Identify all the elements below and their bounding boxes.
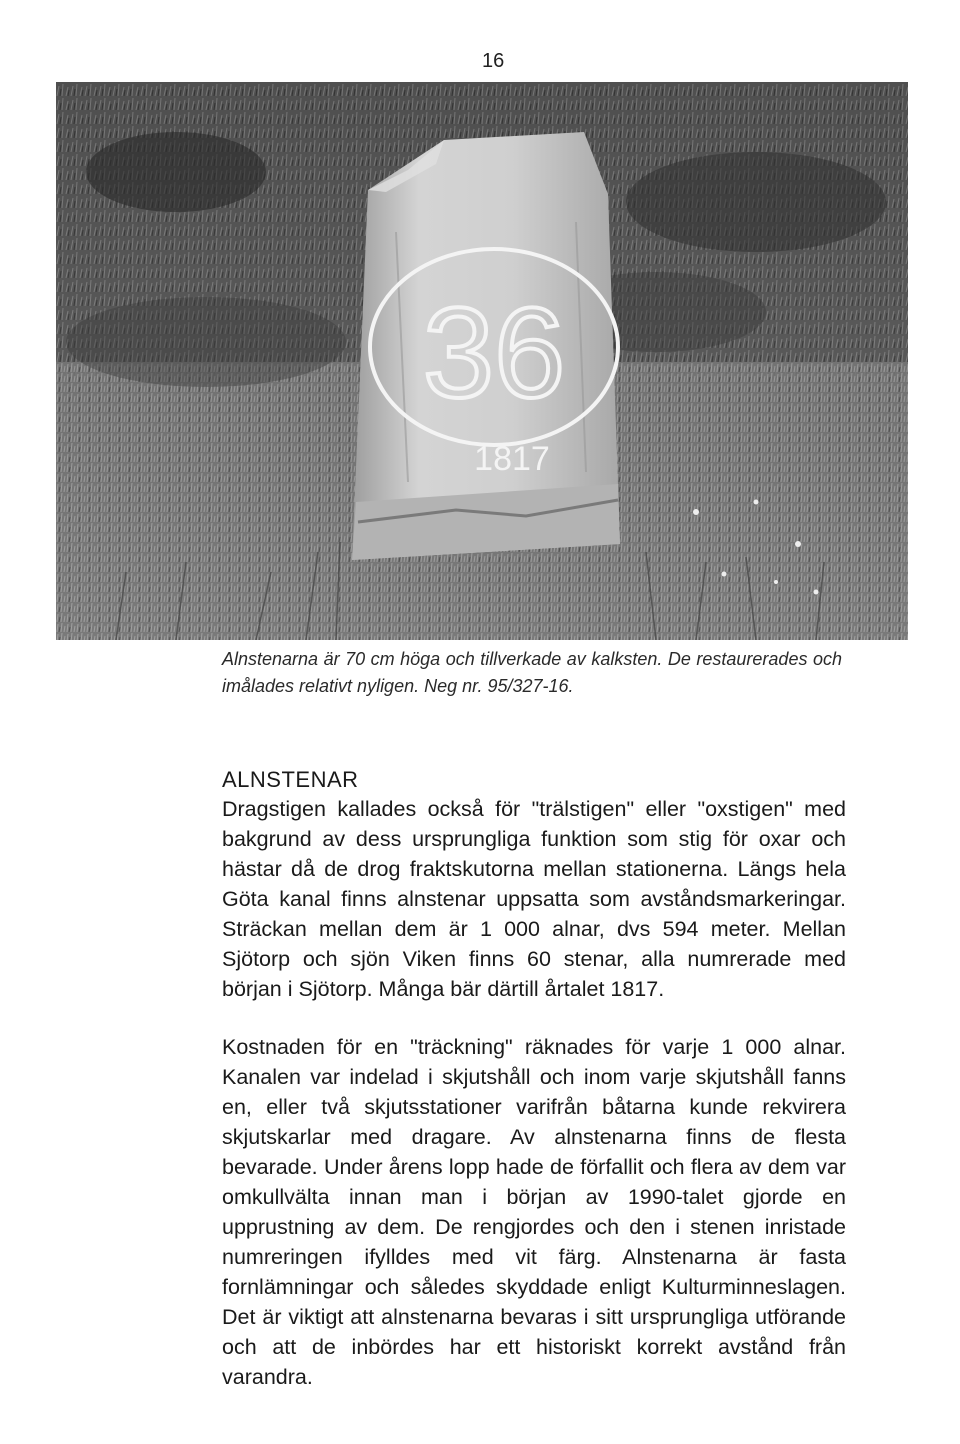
stone-year: 1817 — [474, 440, 550, 478]
stone-number: 36 — [422, 282, 566, 425]
article — [222, 765, 846, 1392]
paragraph-2: Kostnaden för en "träckning" räknades för varje 1 000 alnar. Kanalen var indelad i skjutshåll och inom varje skjutshåll fanns en, eller två skjutsstationer varifrån båtarna kunde rekvirera skjutskarlar med dragare. Av alnstenarna finns de flesta bevarade. Under årens lopp hade de förfallit och flera av dem var omkullvälta innan man i början av 1990-talet gjorde en upprustning av dem. De rengjordes och den i stenen inristade numreringen ifylldes med vit färg. Alnstenarna är fasta fornlämningar och således skyddade enligt Kulturminneslagen. Det är viktigt att alnstenarna bevaras i sitt ursprungliga utförande och att de inbördes har ett historiskt korrekt avstånd från varandra. — [222, 1035, 846, 1389]
paragraph-1: Dragstigen kallades också för "trälstigen" eller "oxstigen" med bakgrund av dess ursprungliga funktion som stig för oxar och hästar då de drog fraktskutorna mellan stationerna. Längs hela Göta kanal finns alnstenar uppsatta som avståndsmarkeringar. Sträckan mellan dem är 1 000 alnar, dvs 594 meter. Mellan Sjötorp och sjön Viken finns 60 stenar, alla numrerade med början i Sjötorp. Många bär därtill årtalet 1817. — [222, 797, 846, 1001]
photograph-milestone — [56, 82, 908, 640]
page-number: 16 — [482, 50, 505, 72]
figure-caption: Alnstenarna är 70 cm höga och tillverkade av kalksten. De restaurerades och imålades relativt nyligen. Neg nr. 95/327-16. — [222, 649, 842, 696]
section-heading: ALNSTENAR — [222, 767, 359, 792]
milestone-photo-illustration — [56, 82, 908, 640]
